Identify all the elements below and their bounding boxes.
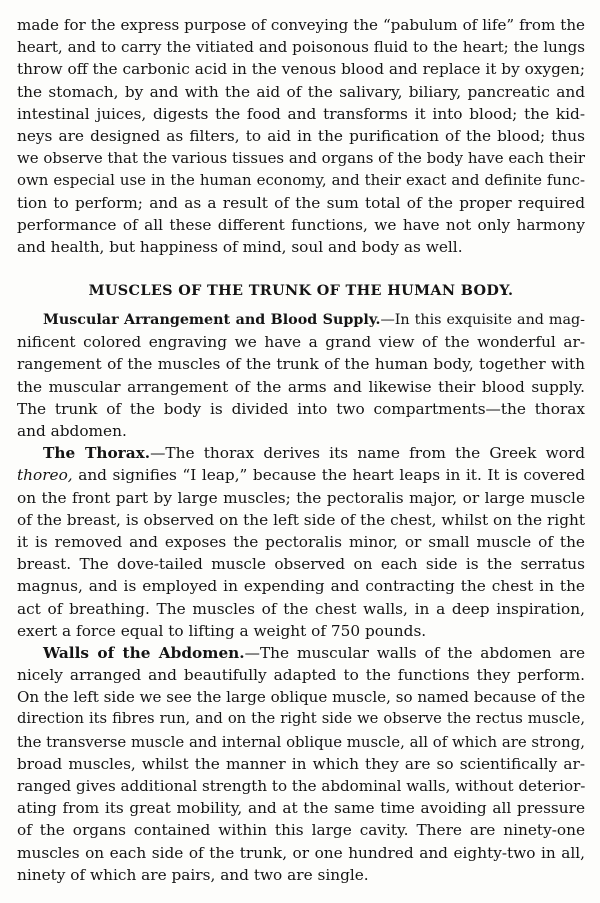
text-line: nificent colored engraving we have a grand view of the wonderful ar- <box>17 333 585 352</box>
text-line: the stomach, by and with the aid of the salivary, biliary, pancreatic and <box>17 82 585 101</box>
text-line: and abdomen. <box>17 422 127 440</box>
text-line: it is removed and exposes the pectoralis minor, or small muscle of the <box>17 532 585 551</box>
text-line: tion to perform; and as a result of the sum total of the proper required <box>17 193 585 212</box>
text-line: act of breathing. The muscles of the chest walls, in a deep inspiration, <box>17 599 585 618</box>
paragraph-abdomen <box>17 642 585 886</box>
subheading: Walls of the Abdomen. <box>43 643 245 662</box>
paragraph-thorax <box>17 442 585 642</box>
text-line: The trunk of the body is divided into two compartments—the thorax <box>17 399 585 418</box>
text-line: Muscular Arrangement and Blood Supply.—In this exquisite and mag- <box>43 312 585 329</box>
text-line: of the breast, is observed on the left side of the chest, whilst on the right <box>17 510 585 529</box>
text-line: made for the express purpose of conveying the “pabulum of life” from the <box>17 16 585 34</box>
text-line: rangement of the muscles of the trunk of the human body, together with <box>17 355 585 374</box>
text-line: breast. The dove-tailed muscle observed on each side is the serratus <box>17 555 585 574</box>
subheading: The Thorax. <box>43 444 151 463</box>
text-line: thoreo, and signifies “I leap,” because the heart leaps in it. It is covered <box>17 466 585 485</box>
text-line: muscles on each side of the trunk, or one hundred and eighty-two in all, <box>17 843 585 862</box>
text-line: own especial use in the human economy, and their exact and definite func- <box>17 171 585 190</box>
text-line: ninety of which are pairs, and two are single. <box>17 865 369 884</box>
text-line: we observe that the various tissues and organs of the body have each their <box>17 149 585 168</box>
text-line: magnus, and is employed in expending and contracting the chest in the <box>17 577 585 596</box>
text-line: direction its fibres run, and on the right side we observe the rectus muscle, <box>17 710 585 728</box>
text-line: On the left side we see the large oblique muscle, so named because of the <box>17 688 586 707</box>
text-line: heart, and to carry the vitiated and poisonous fluid to the heart; the lungs <box>17 38 585 57</box>
paragraph-muscular-arrangement <box>17 309 585 442</box>
text-line: of the organs contained within this large cavity. There are ninety-one <box>17 821 585 840</box>
text-line: nicely arranged and beautifully adapted to the functions they perform. <box>17 666 585 685</box>
text-line: throw off the carbonic acid in the venous blood and replace it by oxygen; <box>17 60 585 79</box>
section-heading: MUSCLES OF THE TRUNK OF THE HUMAN BODY. <box>88 282 514 300</box>
text-line: on the front part by large muscles; the pectoralis major, or large muscle <box>17 488 585 507</box>
text-line: broad muscles, whilst the manner in which they are so scientifically ar- <box>17 754 585 773</box>
text-line: exert a force equal to lifting a weight of 750 pounds. <box>17 621 427 640</box>
document-page <box>17 14 585 886</box>
italic-word: thoreo, <box>17 466 73 485</box>
intro-paragraph <box>17 14 585 258</box>
text-line: Walls of the Abdomen.—The muscular walls of the abdomen are <box>43 643 585 662</box>
text-line: The Thorax.—The thorax derives its name from the Greek word <box>43 444 586 463</box>
text-line: and health, but happiness of mind, soul and body as well. <box>17 237 463 256</box>
subheading: Muscular Arrangement and Blood Supply. <box>43 312 381 329</box>
text-line: intestinal juices, digests the food and transforms it into blood; the kid- <box>17 104 585 123</box>
text-line: the transverse muscle and internal oblique muscle, all of which are strong, <box>17 732 585 751</box>
text-line: ranged gives additional strength to the abdominal walls, without deterior- <box>17 777 586 795</box>
text-line: neys are designed as filters, to aid in the purification of the blood; thus <box>17 126 585 145</box>
text-line: performance of all these different functions, we have not only harmony <box>17 215 585 234</box>
text-line: the muscular arrangement of the arms and likewise their blood supply. <box>17 377 585 396</box>
text-line: ating from its great mobility, and at the same time avoiding all pressure <box>17 799 585 818</box>
